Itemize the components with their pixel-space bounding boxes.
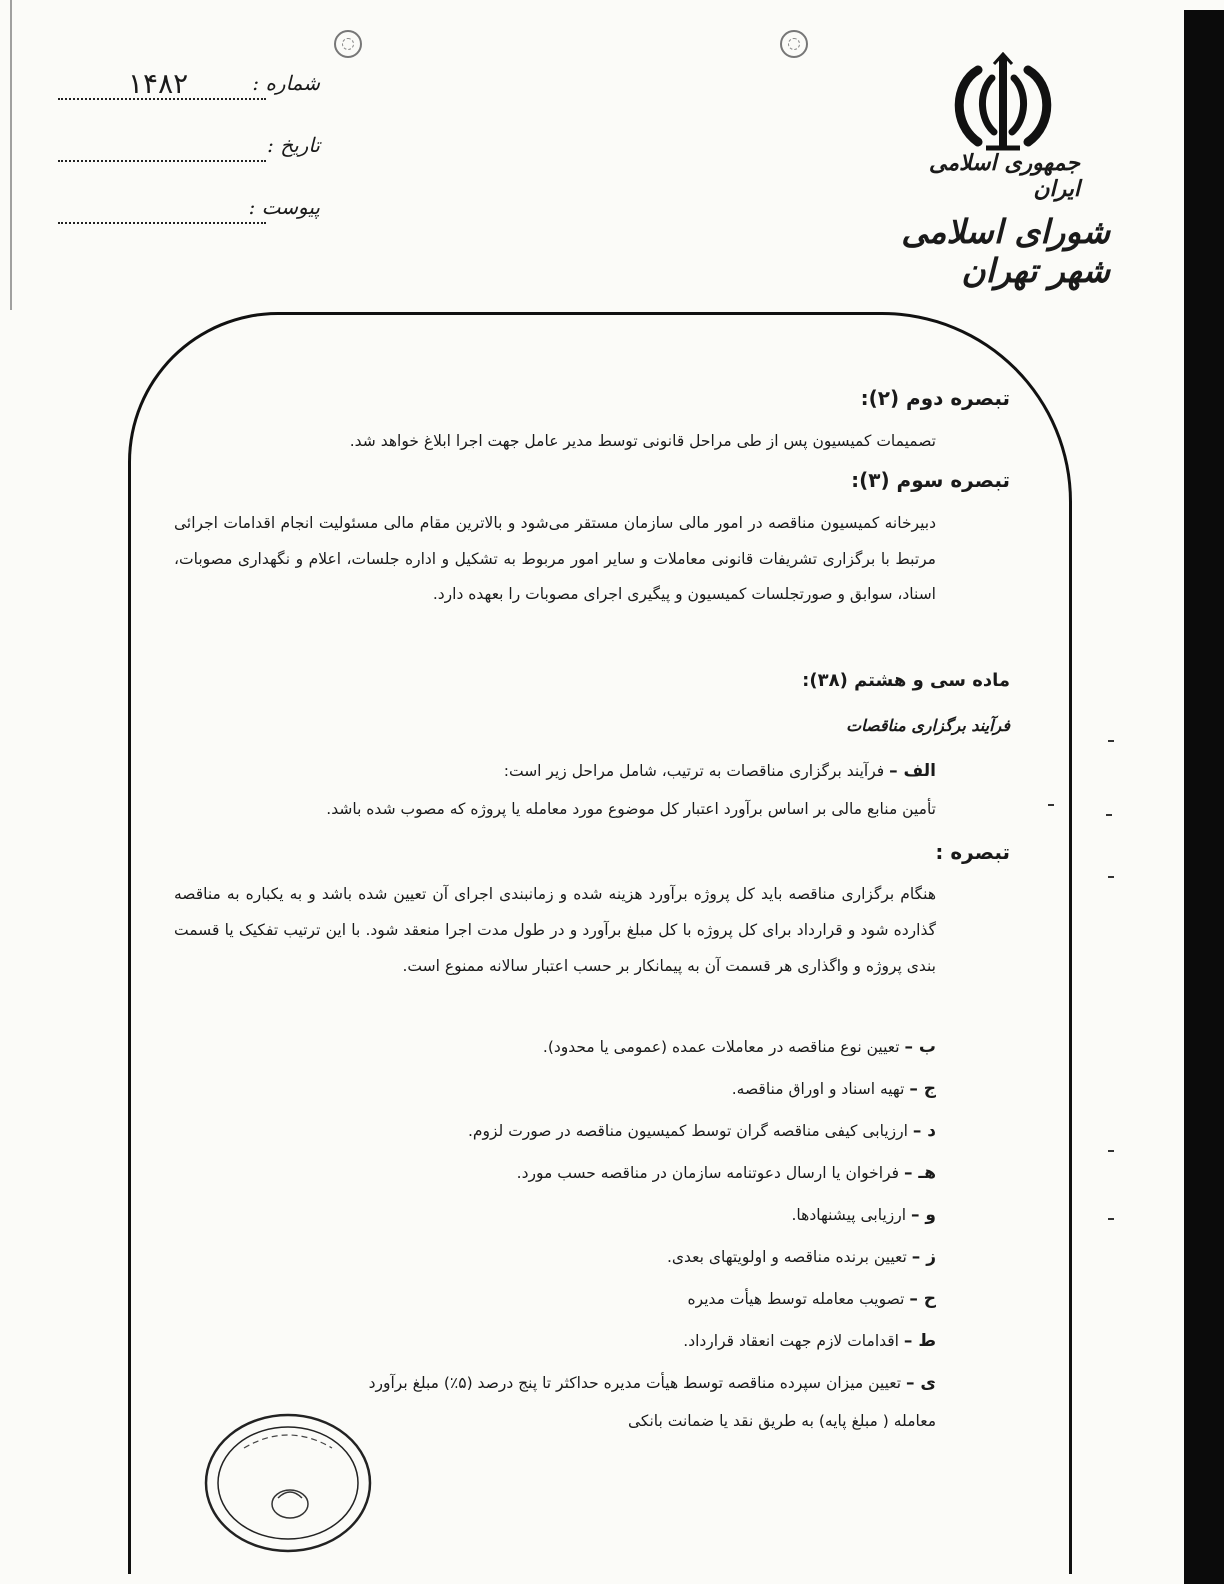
iran-emblem-icon	[948, 52, 1058, 158]
note-heading: تبصره :	[935, 840, 1010, 864]
punch-hole-mark	[780, 30, 808, 58]
item-alef-line2: تأمین منابع مالی بر اساس برآورد اعتبار کل موضوع مورد معامله یا پروژه که مصوب شده باشد.	[326, 800, 936, 818]
item-text: اقدامات لازم جهت انعقاد قرارداد.	[683, 1332, 899, 1350]
margin-mark	[1108, 1218, 1114, 1220]
attachment-dotted-line	[58, 222, 266, 224]
margin-mark	[1108, 876, 1114, 878]
item-text: تعیین برنده مناقصه و اولویتهای بعدی.	[666, 1248, 907, 1266]
item-letter: ح –	[909, 1289, 936, 1309]
item-letter: ط –	[903, 1331, 936, 1351]
item-letter: ی –	[906, 1373, 936, 1393]
article38-subheading: فرآیند برگزاری مناقصات	[846, 716, 1010, 735]
number-value: ۱۴۸۲	[128, 67, 189, 100]
note3-heading: تبصره سوم (۳):	[851, 468, 1010, 492]
list-item	[156, 1202, 936, 1228]
item-letter: ز –	[911, 1247, 936, 1267]
attachment-field	[58, 192, 320, 228]
item-text: ارزیابی کیفی مناقصه گران توسط کمیسیون مناقصه در صورت لزوم.	[468, 1122, 908, 1140]
item-text: ارزیابی پیشنهادها.	[791, 1206, 907, 1224]
article38-heading: ماده سی و هشتم (۳۸):	[802, 670, 1010, 691]
date-dotted-line	[58, 160, 266, 162]
note2-text: تصمیمات کمیسیون پس از طی مراحل قانونی توسط مدیر عامل جهت اجرا ابلاغ خواهد شد.	[349, 432, 936, 450]
date-label: تاریخ :	[267, 133, 320, 157]
council-seal-stamp	[198, 1408, 378, 1558]
margin-mark	[1108, 1150, 1114, 1152]
item-text: تصویب معامله توسط هیأت مدیره	[687, 1290, 905, 1308]
list-item	[156, 1118, 936, 1144]
item-letter: و –	[911, 1205, 936, 1225]
list-item	[156, 1034, 936, 1060]
item-text: فراخوان یا ارسال دعوتنامه سازمان در مناقصه حسب مورد.	[516, 1164, 900, 1182]
margin-mark	[1108, 740, 1114, 742]
margin-mark	[1048, 804, 1054, 806]
item-text: فرآیند برگزاری مناقصات به ترتیب، شامل مراحل زیر است:	[503, 762, 885, 780]
punch-hole-mark	[334, 30, 362, 58]
item-letter: ج –	[909, 1079, 936, 1099]
binding-edge-line	[10, 0, 12, 310]
country-name: جمهوری اسلامی ایران	[928, 150, 1080, 202]
item-text: تعیین میزان سپرده مناقصه توسط هیأت مدیره حداکثر تا پنج درصد (۵٪) مبلغ برآورد	[368, 1374, 902, 1392]
list-item	[156, 1244, 936, 1270]
item-ye	[156, 1370, 936, 1396]
item-letter: الف –	[889, 761, 936, 781]
item-text: تهیه اسناد و اوراق مناقصه.	[731, 1080, 905, 1098]
scan-edge-bar	[1184, 10, 1224, 1584]
council-name: شورای اسلامی شهر تهران	[901, 212, 1110, 290]
note-text: هنگام برگزاری مناقصه باید کل پروژه برآورد هزینه شده و زمانبندی اجرای آن تعیین شده باشد و به یکباره به مناقصه گذارده شود و قرارداد برای کل پروژه با کل مبلغ برآورد و در طول مدت اجرا منعقد شود. با این ترتیب تفکیک یا قسمت بندی پروژه و واگذاری هر قسمت آن به پیمانکار بر حسب اعتبار سالانه ممنوع است.	[174, 885, 936, 975]
item-text: تعیین نوع مناقصه در معاملات عمده (عمومی یا محدود).	[542, 1038, 900, 1056]
number-field	[58, 68, 320, 104]
list-item	[156, 1286, 936, 1312]
item-letter: ب –	[904, 1037, 936, 1057]
item-letter: هـ –	[903, 1163, 936, 1183]
note2-heading: تبصره دوم (۲):	[860, 386, 1010, 410]
item-letter: د –	[912, 1121, 936, 1141]
note3-text: دبیرخانه کمیسیون مناقصه در امور مالی سازمان مستقر می‌شود و بالاترین مقام مالی مسئولیت انجام اقدامات اجرائی مرتبط با برگزاری تشریفات قانونی معاملات و سایر امور مربوط به تشکیل و اداره جلسات، اعلام و نگهداری مصوبات، اسناد، سوابق و صورتجلسات کمیسیون و پیگیری اجرای مصوبات را بعهده دارد.	[174, 514, 936, 603]
margin-mark	[1106, 814, 1112, 816]
attachment-label: پیوست :	[248, 195, 320, 219]
date-field	[58, 130, 320, 166]
number-label: شماره :	[252, 71, 320, 95]
list-item	[156, 1328, 936, 1354]
item-ye-line2: معامله ( مبلغ پایه) به طریق نقد یا ضمانت بانکی	[628, 1412, 936, 1430]
list-item	[156, 1076, 936, 1102]
item-alef	[156, 758, 936, 784]
list-item	[156, 1160, 936, 1186]
